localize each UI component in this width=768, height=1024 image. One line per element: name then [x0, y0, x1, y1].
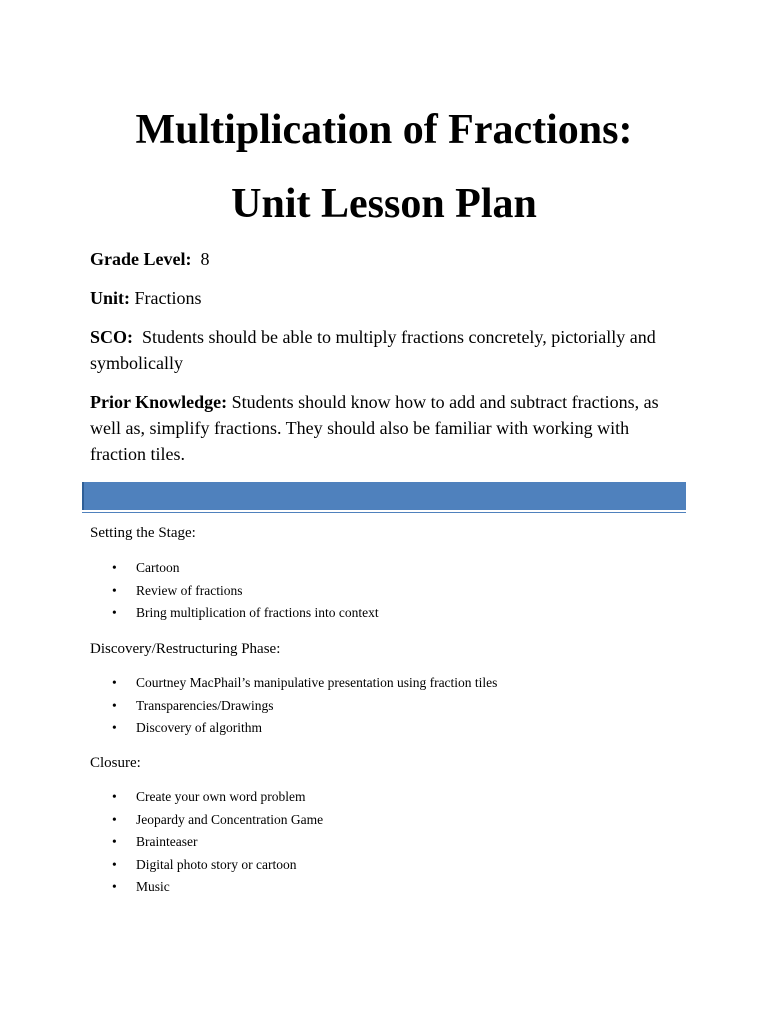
discovery-restructuring-list [110, 672, 497, 740]
list-item: • Review of fractions [110, 580, 379, 603]
section-heading-setting-the-stage: Setting the Stage: [90, 525, 196, 541]
grade-level-field [90, 246, 670, 272]
list-item: • Transparencies/Drawings [110, 695, 497, 718]
list-item: • Discovery of algorithm [110, 717, 497, 740]
document-title-line-2: Unit Lesson Plan [231, 181, 537, 227]
document-title-line-1: Multiplication of Fractions: [135, 107, 633, 153]
prior-knowledge-label: Prior Knowledge: [90, 392, 228, 412]
setting-the-stage-list [110, 557, 379, 625]
list-item: • Bring multiplication of fractions into context [110, 602, 379, 625]
bullet-icon: • [112, 697, 117, 713]
prior-knowledge-value: Students should know how to add and subtract fractions, as well as, simplify fractions. They should also be familiar with working with fraction tiles. [90, 392, 659, 464]
bullet-icon: • [112, 789, 117, 804]
list-item: • Brainteaser [110, 831, 323, 854]
closure-list [110, 786, 323, 899]
list-item: • Music [110, 876, 323, 899]
section-heading-closure: Closure: [90, 755, 141, 771]
bullet-icon: • [112, 675, 117, 690]
list-item: • Cartoon [110, 557, 379, 580]
bullet-icon: • [112, 582, 117, 598]
list-item: • Digital photo story or cartoon [110, 854, 323, 877]
list-item: • Create your own word problem [110, 786, 323, 809]
sco-field [90, 324, 670, 376]
list-item: • Courtney MacPhail’s manipulative presentation using fraction tiles [110, 672, 497, 695]
unit-label: Unit: [90, 288, 130, 308]
section-divider-underline [82, 512, 686, 513]
sco-label: SCO: [90, 327, 134, 347]
grade-level-value: 8 [200, 249, 210, 269]
prior-knowledge-field [90, 389, 670, 467]
bullet-icon: • [112, 605, 117, 620]
unit-field [90, 285, 670, 311]
bullet-icon: • [112, 560, 117, 575]
section-heading-discovery-restructuring: Discovery/Restructuring Phase: [90, 641, 281, 657]
list-item: • Jeopardy and Concentration Game [110, 809, 323, 832]
grade-level-label: Grade Level: [90, 249, 192, 269]
bullet-icon: • [112, 811, 117, 827]
bullet-icon: • [112, 879, 117, 894]
bullet-icon: • [112, 856, 117, 872]
sco-value: Students should be able to multiply fractions concretely, pictorially and symbolically [90, 327, 656, 373]
unit-value: Fractions [134, 288, 202, 308]
bullet-icon: • [112, 720, 117, 735]
section-divider-banner [82, 482, 686, 510]
bullet-icon: • [112, 834, 117, 849]
